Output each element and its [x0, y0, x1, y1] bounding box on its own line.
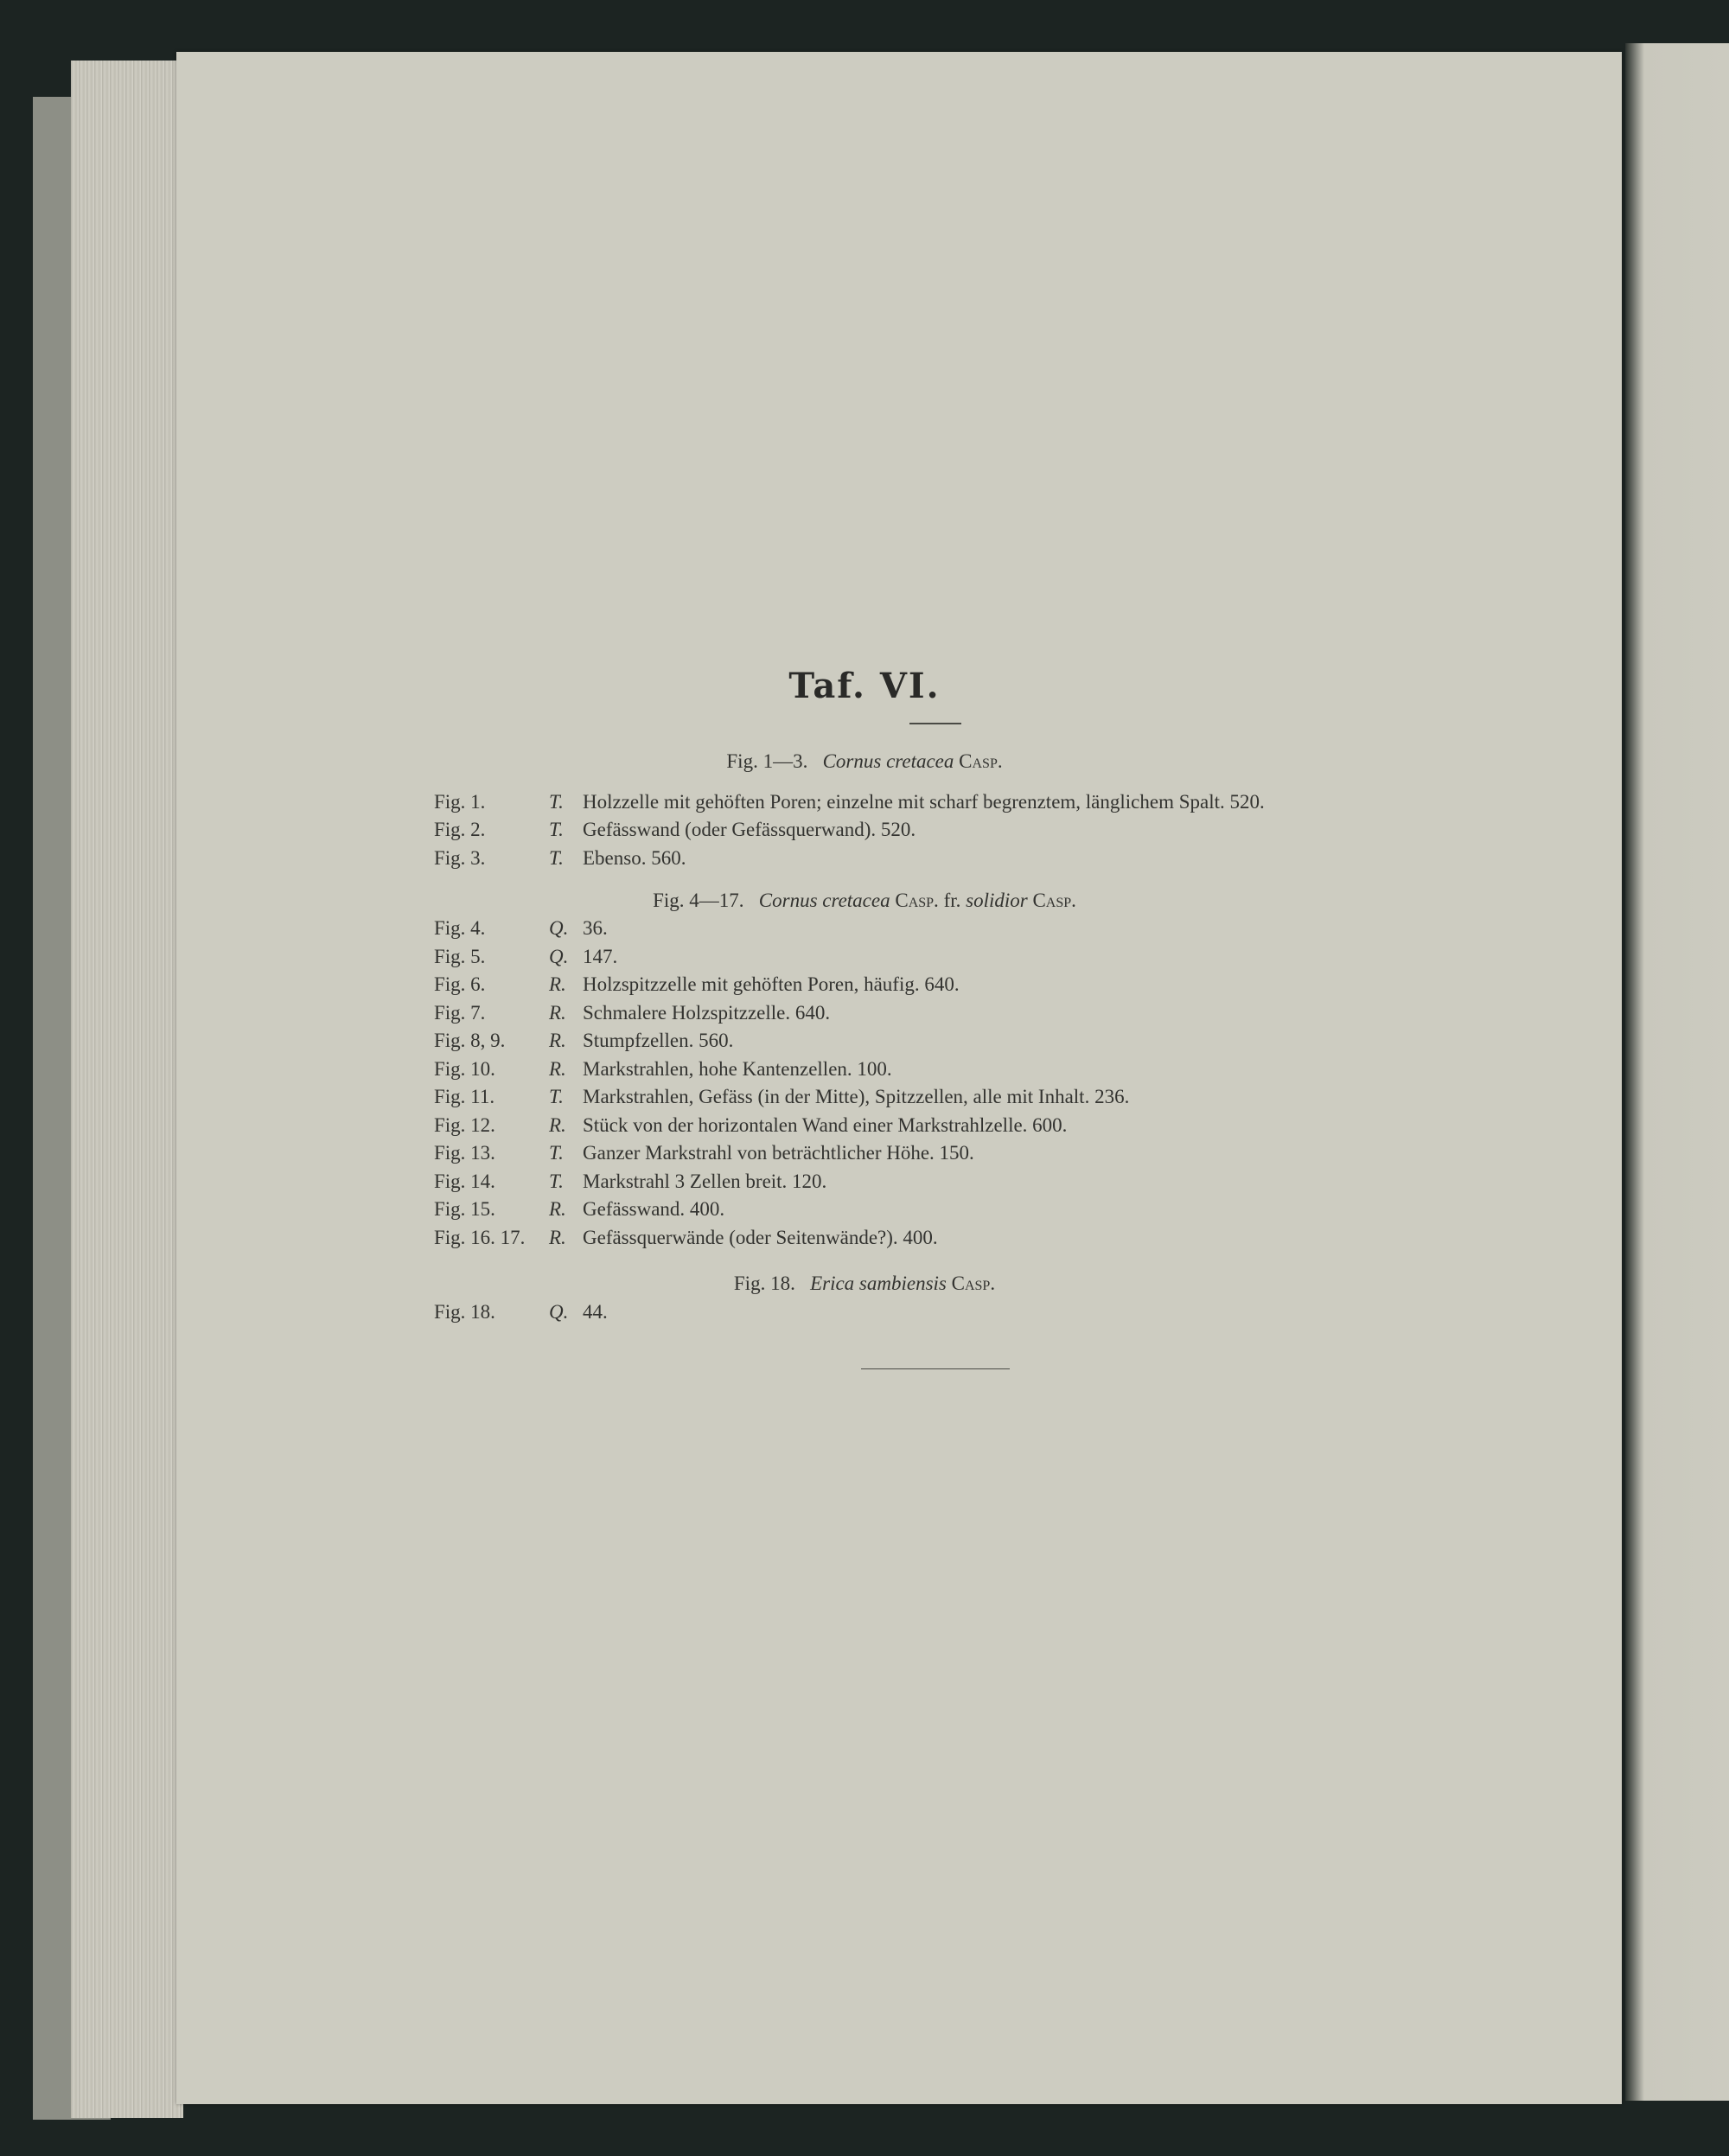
species-name: Cornus cretacea: [758, 890, 890, 911]
plate-title: Taf. VI.: [788, 666, 941, 706]
species-name: Cornus cretacea: [822, 750, 954, 772]
page: [176, 52, 1622, 2104]
group-heading: Fig. 1—3. Cornus cretacea Casp.: [726, 750, 1003, 772]
page-edges: [71, 61, 183, 2118]
title-rule: [909, 723, 961, 724]
species-name: Erica sambiensis: [810, 1273, 947, 1294]
group-heading: Fig. 18. Erica sambiensis Casp.: [733, 1273, 996, 1294]
end-rule: [861, 1368, 1010, 1369]
group-heading: Fig. 4—17. Cornus cretacea Casp. fr. solidior Casp.: [653, 890, 1076, 911]
facing-page: [1625, 43, 1729, 2101]
